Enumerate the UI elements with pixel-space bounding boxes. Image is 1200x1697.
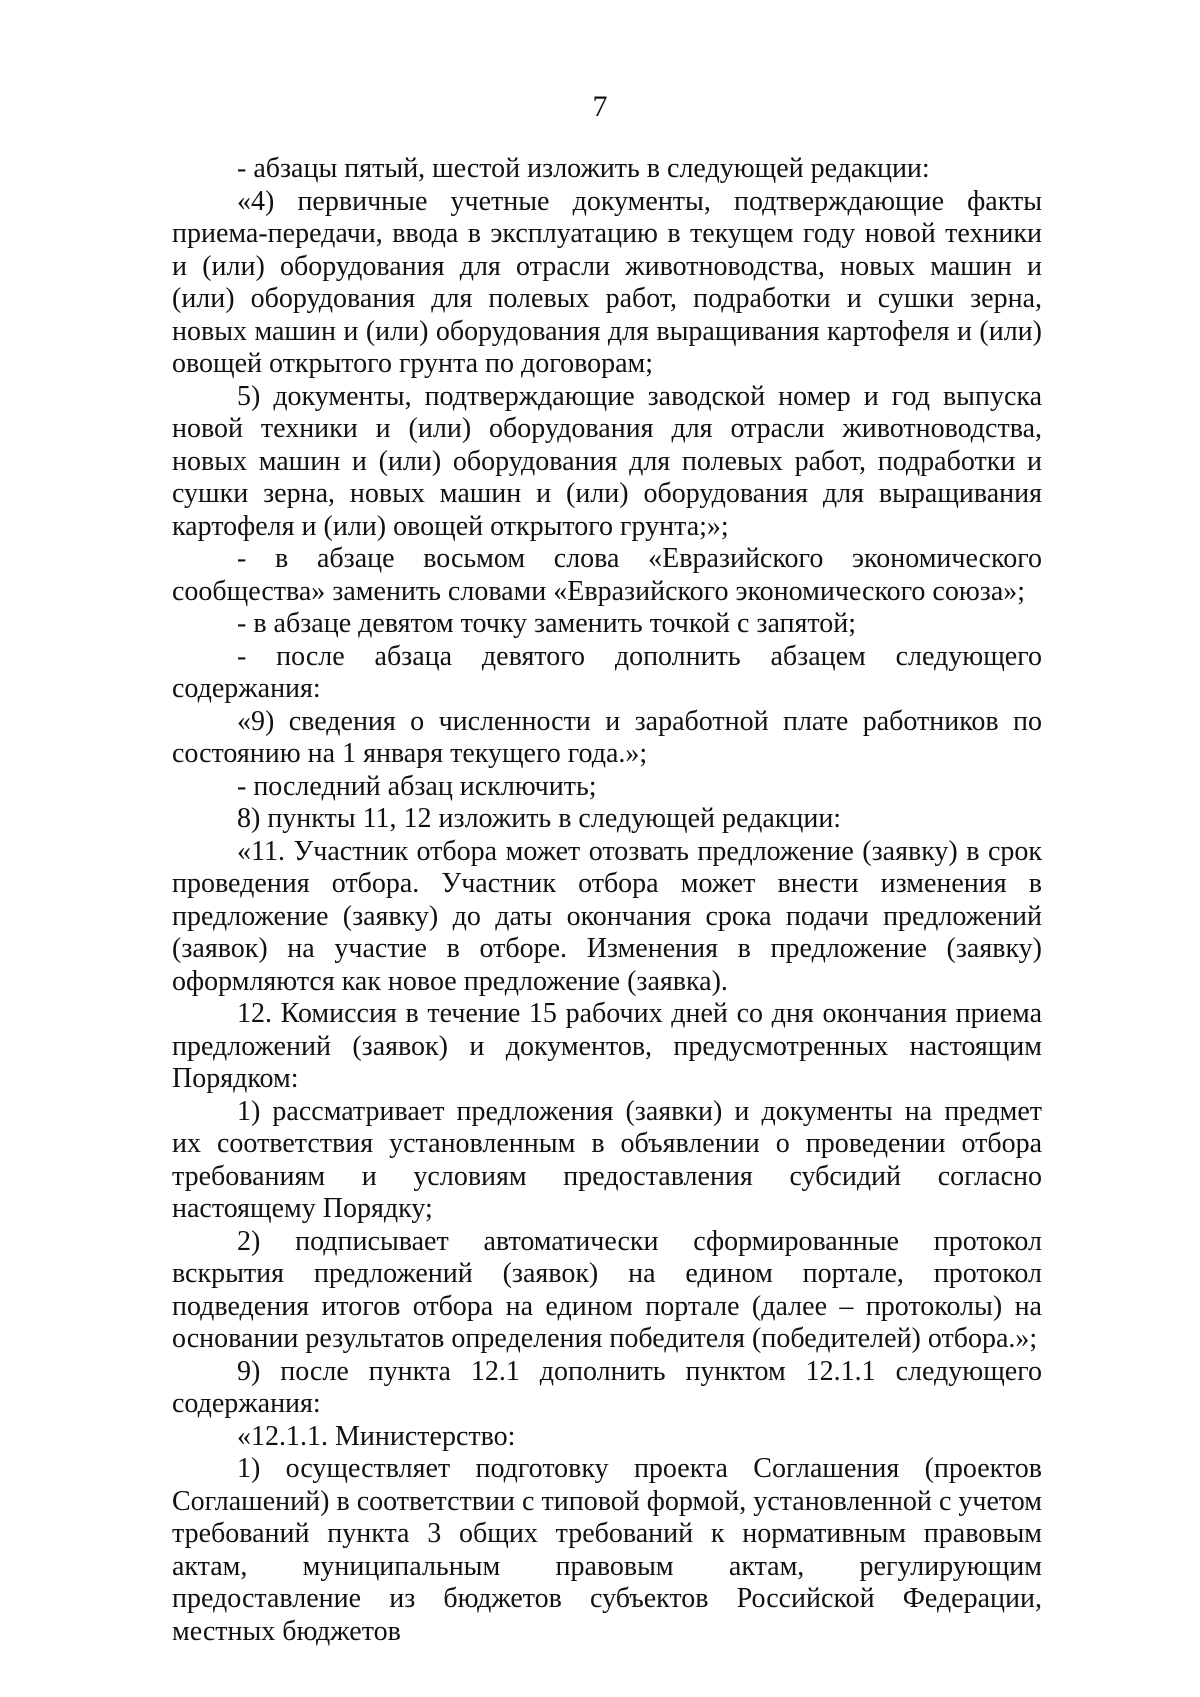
- page-number: 7: [592, 90, 608, 123]
- paragraph: 12. Комиссия в течение 15 рабочих дней со дня окончания приема предложений (заявок) и документов, предусмотренных настоящим Порядком:: [172, 998, 1042, 1094]
- paragraph: 5) документы, подтверждающие заводской номер и год выпуска новой техники и (или) оборудования для отрасли животноводства, новых машин и (или) оборудования для полевых работ, подработки и сушки зерна, новых машин и (или) оборудования для выращивания картофеля и (или) овощей открытого грунта;»;: [172, 380, 1042, 542]
- paragraph: «4) первичные учетные документы, подтверждающие факты приема-передачи, ввода в эксплуатацию в текущем году новой техники и (или) оборудования для отрасли животноводства, новых машин и (или) оборудования для полевых работ, подработки и сушки зерна, новых машин и (или) оборудования для выращивания картофеля и (или) овощей открытого грунта по договорам;: [172, 185, 1042, 379]
- paragraph: 1) осуществляет подготовку проекта Соглашения (проектов Соглашений) в соответствии с типовой формой, установленной с учетом требований пункта 3 общих требований к нормативным правовым актам, муниципальным правовым актам, регулирующим предоставление из бюджетов субъектов Российской Федерации, местных бюджетов: [172, 1453, 1042, 1647]
- paragraph: - абзацы пятый, шестой изложить в следующей редакции:: [237, 153, 930, 184]
- paragraph: «12.1.1. Министерство:: [237, 1420, 516, 1452]
- paragraph: 1) рассматривает предложения (заявки) и документы на предмет их соответствия установленным в объявлении о проведении отбора требованиям и условиям предоставления субсидий согласно настоящему Порядку;: [172, 1095, 1042, 1224]
- document-body: [172, 153, 1042, 1648]
- paragraph: - последний абзац исключить;: [237, 770, 597, 802]
- paragraph: - в абзаце девятом точку заменить точкой с запятой;: [237, 608, 857, 639]
- paragraph: - после абзаца девятого дополнить абзацем следующего содержания:: [172, 640, 1042, 704]
- paragraph: - в абзаце восьмом слова «Евразийского экономического сообщества» заменить словами «Евразийского экономического союза»;: [172, 543, 1042, 607]
- paragraph: «9) сведения о численности и заработной плате работников по состоянию на 1 января текущего года.»;: [172, 705, 1042, 769]
- paragraph: 2) подписывает автоматически сформированные протокол вскрытия предложений (заявок) на едином портале, протокол подведения итогов отбора на едином портале (далее – протоколы) на основании результатов определения победителя (победителей) отбора.»;: [172, 1225, 1042, 1354]
- paragraph: 8) пункты 11, 12 изложить в следующей редакции:: [237, 803, 842, 834]
- paragraph: «11. Участник отбора может отозвать предложение (заявку) в срок проведения отбора. Участник отбора может внести изменения в предложение (заявку) до даты окончания срока подачи предложений (заявок) на участие в отборе. Изменения в предложение (заявку) оформляются как новое предложение (заявка).: [172, 835, 1042, 997]
- paragraph: 9) после пункта 12.1 дополнить пунктом 12.1.1 следующего содержания:: [172, 1355, 1042, 1419]
